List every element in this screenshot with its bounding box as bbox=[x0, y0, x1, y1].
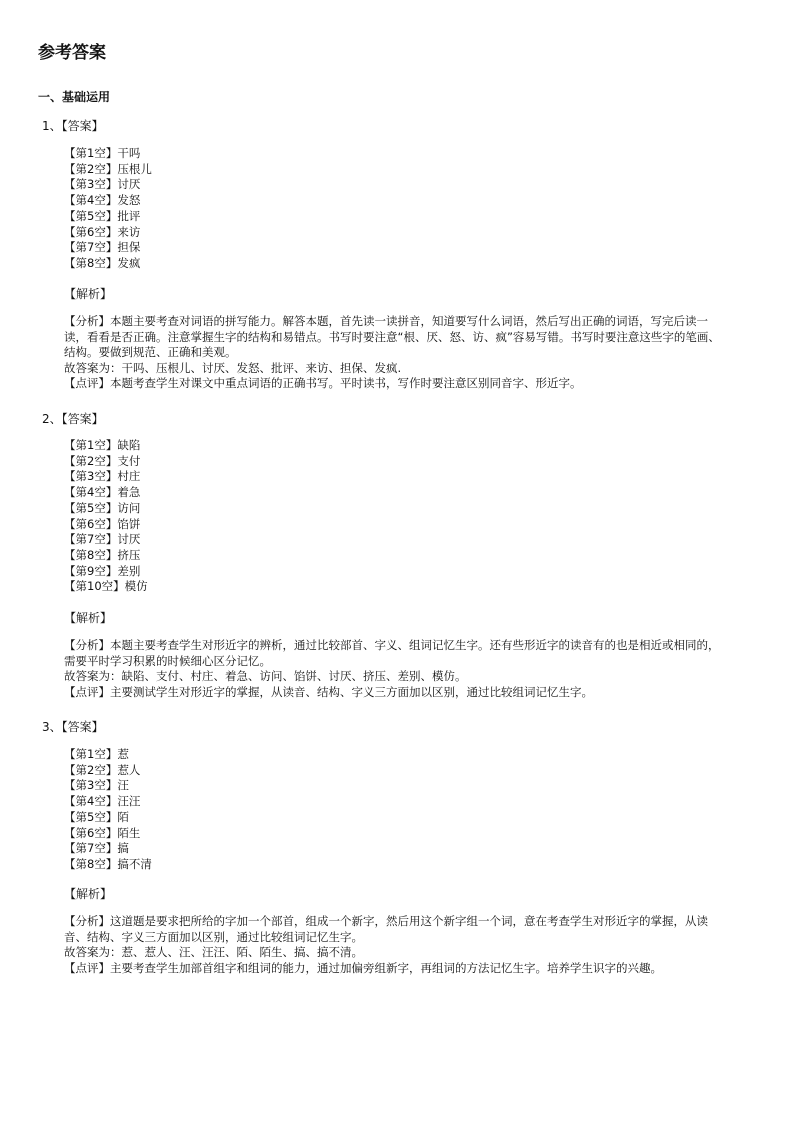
question-number: 2、 bbox=[42, 412, 62, 426]
question-3-analysis-label: 【解析】 bbox=[64, 887, 113, 901]
analysis-text: 【分析】本题主要考查对词语的拼写能力。解答本题，首先读一读拼音，知道要写什么词语，然后写出正确的词语，写完后读一读，看看是否正确。注意掌握生字的结构和易错点。书写时要注意“根、厌、怒、访、疯”容易写错。书写时要注意这些字的笔画、结构。要做到规范、正确和美观。 bbox=[64, 314, 720, 360]
answer-item: 【第8空】发疯 bbox=[64, 255, 141, 270]
result-text: 故答案为：干吗、压根儿、讨厌、发怒、批评、来访、担保、发疯. bbox=[64, 360, 402, 375]
question-1-analysis-label: 【解析】 bbox=[64, 287, 113, 301]
answer-item: 【第6空】馅饼 bbox=[64, 516, 141, 531]
answer-item: 【第10空】模仿 bbox=[64, 579, 148, 594]
question-2-analysis bbox=[64, 638, 724, 700]
question-number: 1、 bbox=[42, 119, 62, 133]
analysis-text: 【分析】这道题是要求把所给的字加一个部首，组成一个新字，然后用这个新字组一个词，意在考查学生对形近字的掌握，从读音、结构、字义三方面加以区别，通过比较组词记忆生字。 bbox=[64, 914, 708, 944]
question-1-header bbox=[42, 118, 104, 134]
answer-item: 【第7空】搞 bbox=[64, 841, 129, 856]
question-3-answers bbox=[64, 747, 152, 873]
answer-item: 【第9空】差别 bbox=[64, 563, 141, 578]
answer-item: 【第3空】村庄 bbox=[64, 469, 141, 484]
answer-item: 【第5空】批评 bbox=[64, 208, 141, 223]
result-text: 故答案为：惹、惹人、汪、汪汪、陌、陌生、搞、搞不清。 bbox=[64, 945, 363, 960]
result-text: 故答案为：缺陷、支付、村庄、着急、访问、馅饼、讨厌、挤压、差别、模仿。 bbox=[64, 669, 467, 684]
comment-text: 【点评】主要测试学生对形近字的掌握，从读音、结构、字义三方面加以区别，通过比较组词记忆生字。 bbox=[64, 684, 593, 699]
answer-item: 【第3空】汪 bbox=[64, 778, 129, 793]
section-title: 一、基础运用 bbox=[38, 90, 111, 104]
comment-text: 【点评】本题考查学生对课文中重点词语的正确书写。平时读书，写作时要注意区别同音字、形近字。 bbox=[64, 376, 582, 391]
question-2-header bbox=[42, 411, 104, 427]
analysis-text: 【分析】本题主要考查学生对形近字的辨析，通过比较部首、字义、组词记忆生字。还有些形近字的读音有的也是相近或相同的，需要平时学习积累的时候细心区分记忆。 bbox=[64, 638, 720, 668]
answer-item: 【第1空】干吗 bbox=[64, 146, 141, 160]
question-3-analysis bbox=[64, 914, 724, 976]
question-2-answers bbox=[64, 438, 148, 595]
answer-item: 【第2空】惹人 bbox=[64, 762, 141, 777]
answer-item: 【第6空】来访 bbox=[64, 224, 141, 239]
question-number: 3、 bbox=[42, 720, 62, 734]
answer-item: 【第8空】搞不清 bbox=[64, 856, 152, 871]
question-1-analysis bbox=[64, 314, 724, 392]
answer-item: 【第8空】挤压 bbox=[64, 547, 141, 562]
answer-label: 【答案】 bbox=[61, 412, 104, 426]
question-1-answers bbox=[64, 146, 152, 272]
answer-item: 【第4空】着急 bbox=[64, 485, 141, 500]
answer-item: 【第2空】压根儿 bbox=[64, 161, 152, 176]
question-3-header bbox=[42, 719, 104, 735]
answer-item: 【第5空】访问 bbox=[64, 500, 141, 515]
comment-text: 【点评】主要考查学生加部首组字和组词的能力，通过加偏旁组新字，再组词的方法记忆生字。培养学生识字的兴趣。 bbox=[64, 960, 662, 975]
answer-item: 【第3空】讨厌 bbox=[64, 177, 141, 192]
answer-item: 【第5空】陌 bbox=[64, 809, 129, 824]
answer-item: 【第7空】讨厌 bbox=[64, 532, 141, 547]
answer-item: 【第4空】发怒 bbox=[64, 193, 141, 208]
answer-item: 【第1空】惹 bbox=[64, 747, 129, 761]
answer-item: 【第2空】支付 bbox=[64, 453, 141, 468]
answer-item: 【第7空】担保 bbox=[64, 240, 141, 255]
answer-item: 【第4空】汪汪 bbox=[64, 794, 141, 809]
page-title: 参考答案 bbox=[38, 43, 106, 63]
answer-item: 【第1空】缺陷 bbox=[64, 438, 141, 452]
answer-label: 【答案】 bbox=[61, 720, 104, 734]
answer-item: 【第6空】陌生 bbox=[64, 825, 141, 840]
question-2-analysis-label: 【解析】 bbox=[64, 611, 113, 625]
answer-label: 【答案】 bbox=[61, 119, 104, 133]
